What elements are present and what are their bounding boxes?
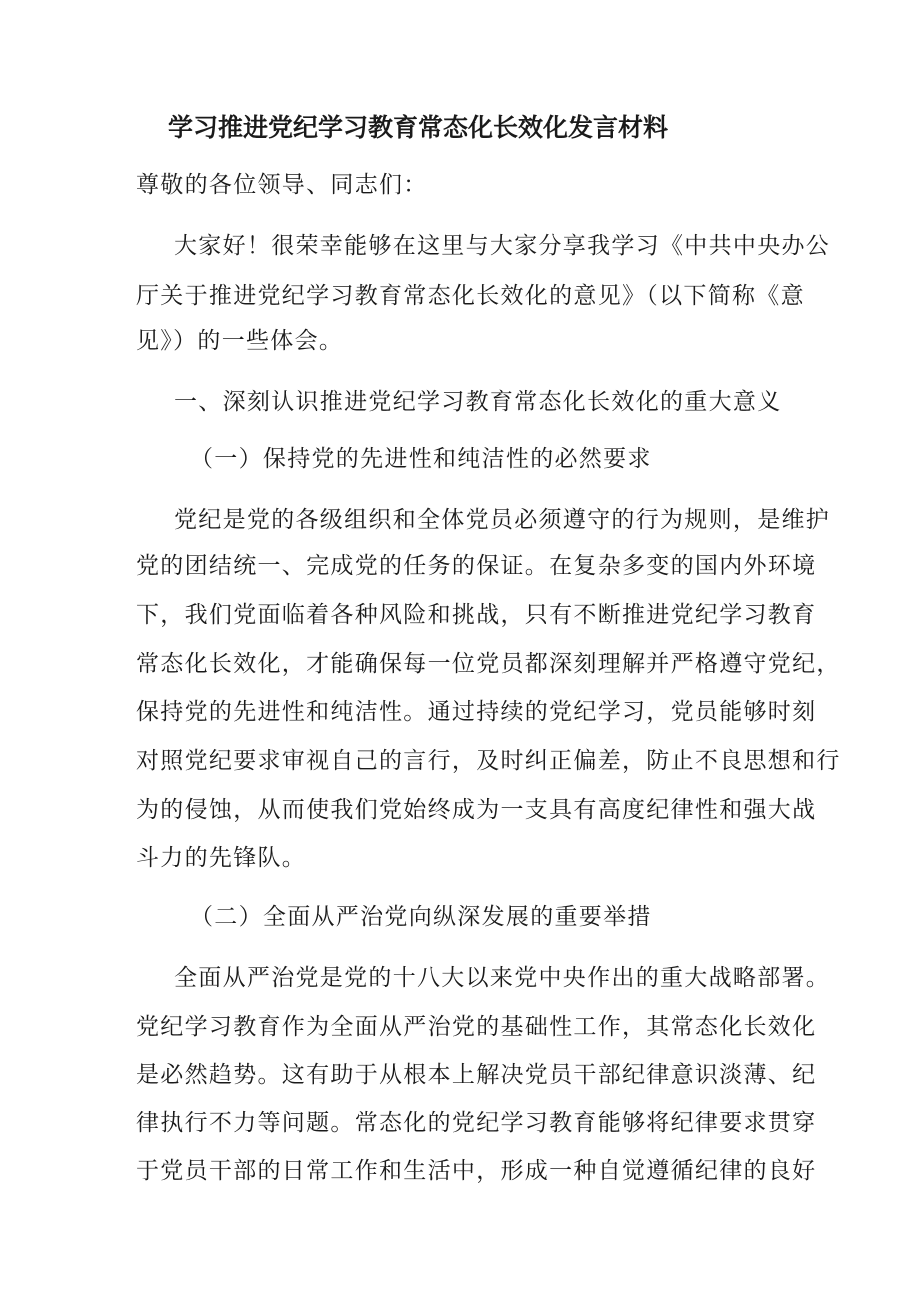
paragraph-2-line: 党纪学习教育作为全面从严治党的基础性工作，其常态化长效化 (136, 1014, 817, 1040)
paragraph-1-line: 党纪是党的各级组织和全体党员必须遵守的行为规则，是维护 (174, 507, 831, 533)
paragraph-1-line: 对照党纪要求审视自己的言行，及时纠正偏差，防止不良思想和行 (136, 748, 841, 774)
paragraph-1-line: 斗力的先锋队。 (136, 845, 307, 871)
document-title: 学习推进党纪学习教育常态化长效化发言材料 (168, 113, 669, 142)
paragraph-1-line: 常态化长效化，才能确保每一位党员都深刻理解并严格遵守党纪， (136, 651, 841, 677)
paragraph-2-line: 律执行不力等问题。常态化的党纪学习教育能够将纪律要求贯穿 (136, 1110, 817, 1136)
intro-line: 见》）的一些体会。 (136, 328, 344, 354)
paragraph-2-line: 全面从严治党是党的十八大以来党中央作出的重大战略部署。 (174, 965, 831, 991)
paragraph-1-line: 下，我们党面临着各种风险和挑战，只有不断推进党纪学习教育 (136, 602, 817, 628)
paragraph-1-line: 党的团结统一、完成党的任务的保证。在复杂多变的国内外环境 (136, 553, 817, 579)
section-1-heading: 一、深刻认识推进党纪学习教育常态化长效化的重大意义 (174, 389, 782, 415)
paragraph-2-line: 是必然趋势。这有助于从根本上解决党员干部纪律意识淡薄、纪 (136, 1062, 817, 1088)
paragraph-1-line: 为的侵蚀，从而使我们党始终成为一支具有高度纪律性和强大战 (136, 797, 817, 823)
intro-line: 大家好！很荣幸能够在这里与大家分享我学习《中共中央办公 (174, 233, 831, 259)
paragraph-2-line: 于党员干部的日常工作和生活中，形成一种自觉遵循纪律的良好 (136, 1158, 817, 1184)
intro-line: 厅关于推进党纪学习教育常态化长效化的意见》（以下简称《意 (136, 283, 805, 309)
subsection-1-heading: （一）保持党的先进性和纯洁性的必然要求 (190, 446, 652, 472)
paragraph-1-line: 保持党的先进性和纯洁性。通过持续的党纪学习，党员能够时刻 (136, 699, 817, 725)
salutation: 尊敬的各位领导、同志们： (136, 172, 428, 198)
subsection-2-heading: （二）全面从严治党向纵深发展的重要举措 (190, 904, 652, 930)
